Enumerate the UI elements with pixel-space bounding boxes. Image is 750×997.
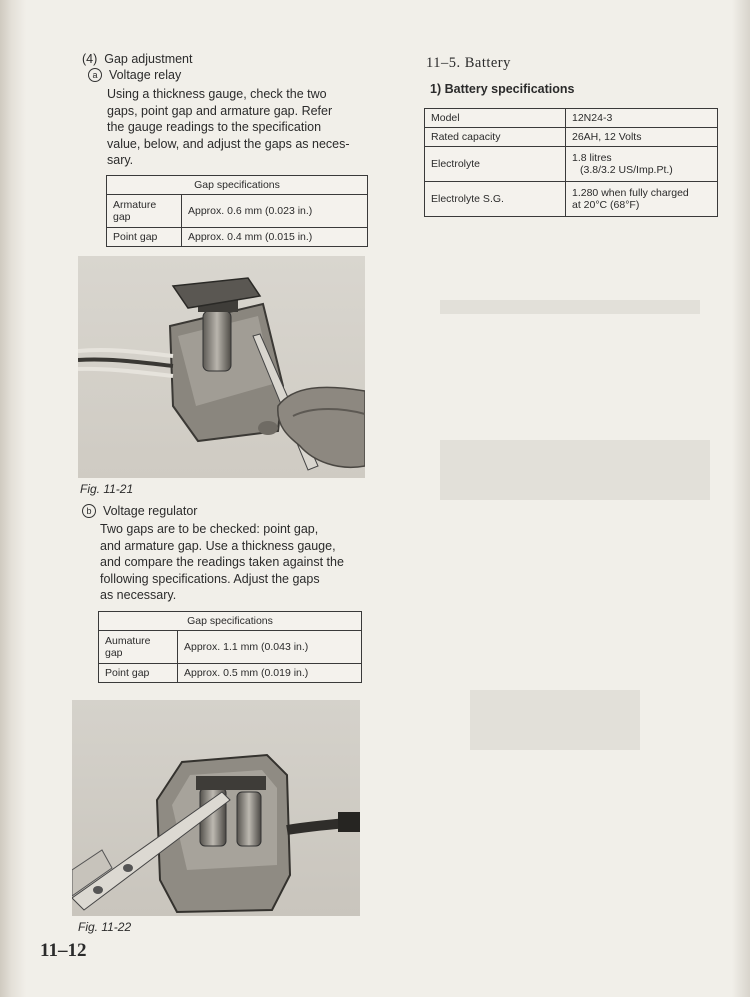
table-cell-value: Approx. 0.4 mm (0.015 in.) bbox=[182, 228, 368, 247]
table-cell-value: 12N24-3 bbox=[566, 109, 718, 128]
figure-caption-11-21: Fig. 11-21 bbox=[80, 482, 134, 496]
table-cell-label: Point gap bbox=[99, 664, 178, 683]
table-cell-value: Approx. 1.1 mm (0.043 in.) bbox=[178, 631, 362, 664]
table-cell-label: Point gap bbox=[107, 228, 182, 247]
page-edge-shadow bbox=[732, 0, 750, 997]
table-row bbox=[99, 664, 362, 683]
table-cell-label: Electrolyte bbox=[425, 147, 566, 182]
gap-spec-table-regulator bbox=[98, 611, 362, 683]
figure-11-22-photo bbox=[72, 700, 360, 916]
table-row bbox=[425, 109, 718, 128]
bleed-through bbox=[440, 440, 710, 500]
bleed-through bbox=[440, 300, 700, 314]
table-cell-value: 26AH, 12 Volts bbox=[566, 128, 718, 147]
table-cell-label: Armature gap bbox=[107, 195, 182, 228]
table-cell-label: Aumature gap bbox=[99, 631, 178, 664]
bleed-through bbox=[470, 690, 640, 750]
paragraph-voltage-relay: Using a thickness gauge, check the two gaps, point gap and armature gap. Refer the gauge readings to the specification value, below, and adjust the gaps as neces- sary. bbox=[107, 87, 350, 167]
table-row bbox=[425, 128, 718, 147]
circled-marker: b bbox=[82, 504, 96, 518]
table-header: Gap specifications bbox=[99, 612, 362, 631]
circled-marker: a bbox=[88, 68, 102, 82]
section-heading: (4) Gap adjustment bbox=[82, 52, 193, 66]
table-cell-label: Rated capacity bbox=[425, 128, 566, 147]
figure-caption-11-22: Fig. 11-22 bbox=[78, 920, 132, 934]
battery-spec-subtitle: 1) Battery specifications bbox=[430, 82, 575, 96]
table-row bbox=[107, 195, 368, 228]
paragraph-voltage-regulator: Two gaps are to be checked: point gap, and armature gap. Use a thickness gauge, and compare the readings taken against the following specifications. Adjust the gaps as necessary. bbox=[100, 522, 344, 602]
table-row bbox=[425, 147, 718, 182]
table-cell-label: Model bbox=[425, 109, 566, 128]
page-number: 11–12 bbox=[40, 940, 87, 961]
table-cell-label: Electrolyte S.G. bbox=[425, 182, 566, 217]
subsection-heading-a: a Voltage relay bbox=[88, 68, 181, 82]
table-row bbox=[425, 182, 718, 217]
table-cell-value: 1.8 litres (3.8/3.2 US/Imp.Pt.) bbox=[566, 147, 718, 182]
table-cell-value: 1.280 when fully charged at 20°C (68°F) bbox=[566, 182, 718, 217]
gap-spec-table-relay bbox=[106, 175, 368, 247]
table-row bbox=[107, 228, 368, 247]
subsection-heading-b: b Voltage regulator bbox=[82, 504, 197, 518]
table-cell-value: Approx. 0.5 mm (0.019 in.) bbox=[178, 664, 362, 683]
table-cell-value: Approx. 0.6 mm (0.023 in.) bbox=[182, 195, 368, 228]
page-binding-shadow bbox=[0, 0, 26, 997]
battery-spec-table bbox=[424, 108, 718, 217]
battery-section-title: 11–5. Battery bbox=[426, 55, 511, 71]
table-row bbox=[99, 631, 362, 664]
table-header: Gap specifications bbox=[107, 176, 368, 195]
figure-11-21-photo bbox=[78, 256, 365, 478]
